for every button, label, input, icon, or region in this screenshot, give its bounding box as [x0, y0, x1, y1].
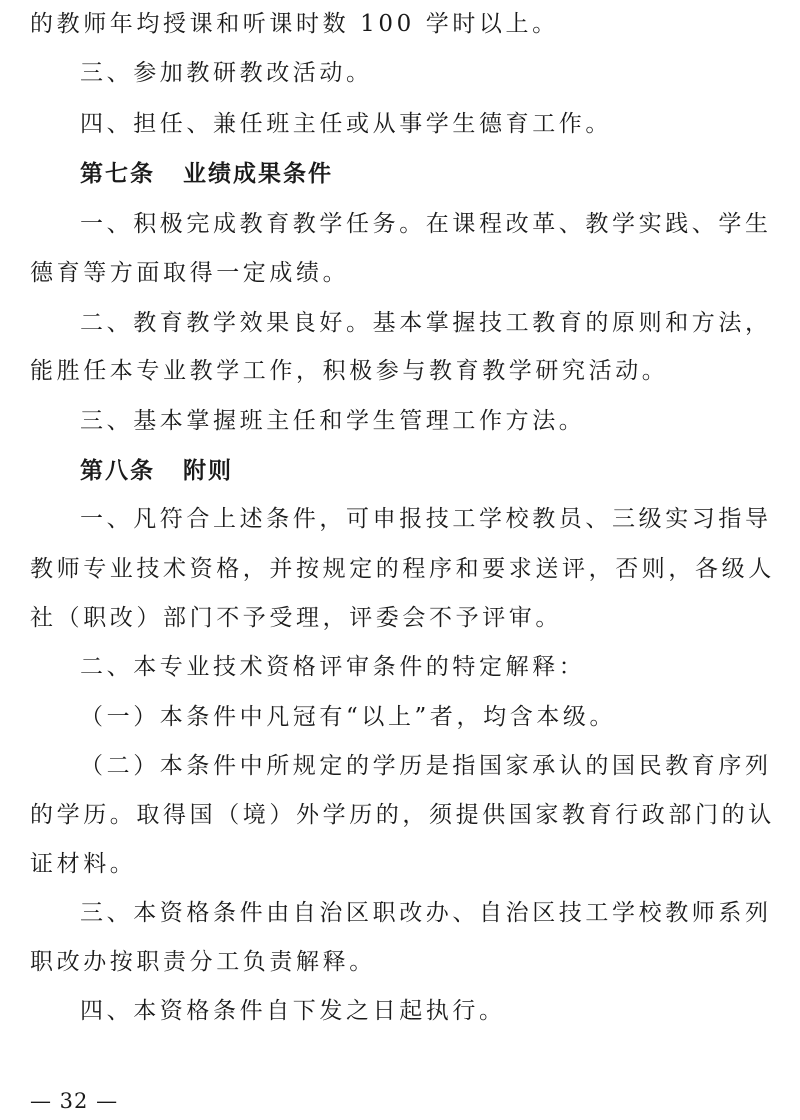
article-8-number: 第八条	[80, 458, 155, 484]
page-number: — 32 —	[30, 1089, 119, 1113]
paragraph-line: 职改办按职责分工负责解释。	[30, 949, 376, 975]
article-8-heading	[80, 451, 800, 491]
paragraph-line: 四、本资格条件自下发之日起执行。	[80, 998, 506, 1024]
article-7-heading	[80, 154, 800, 194]
paragraph-line: （一）本条件中凡冠有“以上”者，均含本级。	[80, 704, 617, 730]
paragraph-line: 二、教育教学效果良好。基本掌握技工教育的原则和方法，	[80, 310, 772, 336]
paragraph-line: 一、凡符合上述条件，可申报技工学校教员、三级实习指导	[80, 506, 772, 532]
paragraph-line: 三、参加教研教改活动。	[80, 60, 373, 86]
paragraph-line: 能胜任本专业教学工作，积极参与教育教学研究活动。	[30, 358, 669, 384]
article-7-number: 第七条	[80, 161, 155, 187]
paragraph-line: 教师专业技术资格，并按规定的程序和要求送评，否则，各级人	[30, 556, 775, 582]
paragraph-line: 的教师年均授课和听课时数 100 学时以上。	[30, 11, 559, 37]
paragraph-line: 一、积极完成教育教学任务。在课程改革、教学实践、学生	[80, 211, 772, 237]
paragraph-line: （二）本条件中所规定的学历是指国家承认的国民教育序列	[80, 753, 772, 779]
paragraph-line: 三、本资格条件由自治区职改办、自治区技工学校教师系列	[80, 900, 772, 926]
paragraph-line: 的学历。取得国（境）外学历的，须提供国家教育行政部门的认	[30, 802, 775, 828]
paragraph-line: 证材料。	[30, 851, 137, 877]
paragraph-line: 社（职改）部门不予受理，评委会不予评审。	[30, 605, 562, 631]
paragraph-line: 德育等方面取得一定成绩。	[30, 260, 350, 286]
article-7-title: 业绩成果条件	[183, 161, 333, 187]
paragraph-line: 三、基本掌握班主任和学生管理工作方法。	[80, 408, 586, 434]
article-8-title: 附则	[183, 458, 233, 484]
paragraph-line: 二、本专业技术资格评审条件的特定解释：	[80, 654, 586, 680]
paragraph-line: 四、担任、兼任班主任或从事学生德育工作。	[80, 111, 612, 137]
